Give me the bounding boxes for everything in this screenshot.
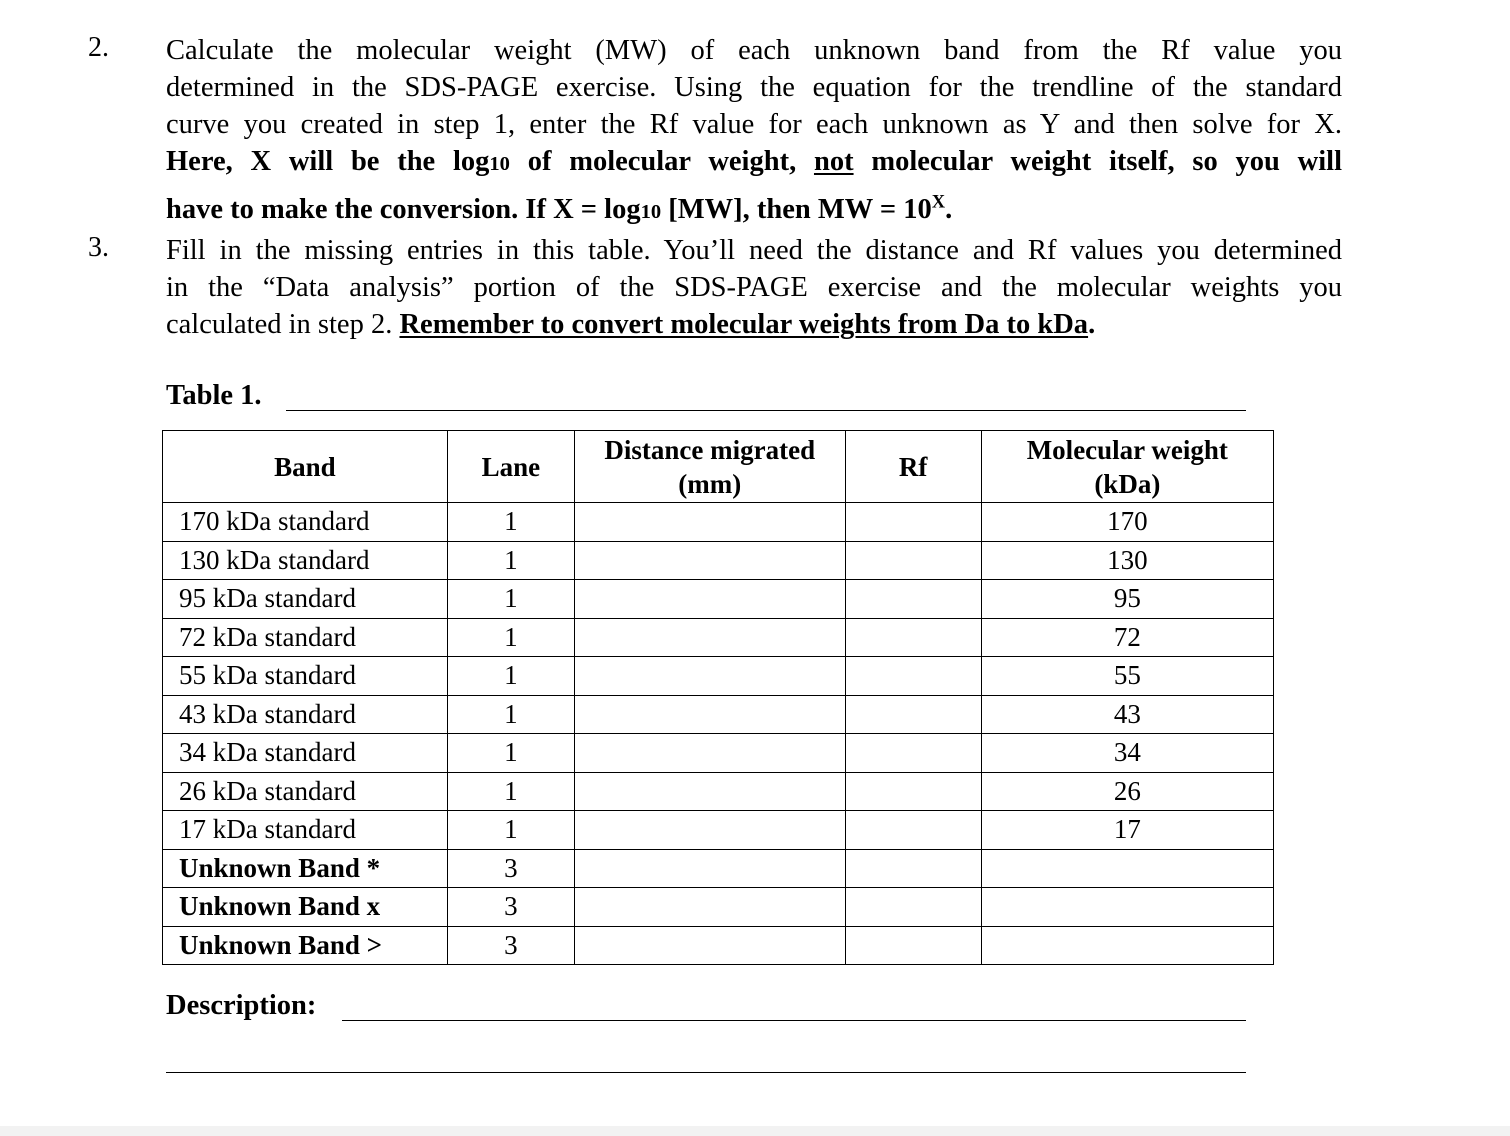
band-cell: 43 kDa standard [163, 695, 448, 734]
lane-cell: 1 [447, 811, 574, 850]
header-distance: Distance migrated (mm) [574, 431, 845, 503]
band-cell: 72 kDa standard [163, 618, 448, 657]
step-2-line-3: curve you created in step 1, enter the Rf value for each unknown as Y and then solve for X. [166, 109, 1342, 140]
step-2-line-5: have to make the conversion. If X = log10 [MW], then MW = $10^X$. [166, 191, 953, 225]
page-bottom-edge [0, 1126, 1510, 1136]
table-row [163, 580, 1274, 619]
band-cell: 95 kDa standard [163, 580, 448, 619]
molecular-weight-cell: 130 [981, 541, 1273, 580]
molecular-weight-cell[interactable] [981, 926, 1273, 965]
rf-cell[interactable] [845, 503, 981, 542]
table-row [163, 888, 1274, 927]
header-lane: Lane [447, 431, 574, 503]
rf-cell[interactable] [845, 580, 981, 619]
lane-cell: 3 [447, 888, 574, 927]
step-3-paragraph [166, 232, 1342, 343]
distance-cell[interactable] [574, 695, 845, 734]
molecular-weight-cell: 43 [981, 695, 1273, 734]
rf-cell[interactable] [845, 695, 981, 734]
distance-cell[interactable] [574, 503, 845, 542]
table-label: Table 1. [166, 380, 262, 411]
molecular-weight-cell: 95 [981, 580, 1273, 619]
molecular-weight-cell: 34 [981, 734, 1273, 773]
molecular-weight-cell: 170 [981, 503, 1273, 542]
molecular-weight-cell[interactable] [981, 849, 1273, 888]
molecular-weight-cell: 26 [981, 772, 1273, 811]
lane-cell: 1 [447, 734, 574, 773]
table-row [163, 811, 1274, 850]
rf-cell[interactable] [845, 618, 981, 657]
band-cell: 55 kDa standard [163, 657, 448, 696]
lane-cell: 3 [447, 849, 574, 888]
header-molecular-weight: Molecular weight (kDa) [981, 431, 1273, 503]
step-2-paragraph [166, 32, 1342, 231]
rf-cell[interactable] [845, 734, 981, 773]
distance-cell[interactable] [574, 734, 845, 773]
data-table [162, 430, 1274, 965]
table-row [163, 503, 1274, 542]
table-row [163, 541, 1274, 580]
band-cell: Unknown Band x [163, 888, 448, 927]
step-3-number: 3. [88, 232, 109, 263]
table-row [163, 695, 1274, 734]
rf-cell[interactable] [845, 888, 981, 927]
rf-cell[interactable] [845, 772, 981, 811]
distance-cell[interactable] [574, 888, 845, 927]
molecular-weight-cell: 17 [981, 811, 1273, 850]
distance-cell[interactable] [574, 657, 845, 696]
lane-cell: 3 [447, 926, 574, 965]
lane-cell: 1 [447, 618, 574, 657]
table-title-line[interactable] [286, 410, 1246, 411]
distance-cell[interactable] [574, 772, 845, 811]
step-2-line-1: Calculate the molecular weight (MW) of each unknown band from the Rf value you [166, 35, 1342, 66]
molecular-weight-cell: 72 [981, 618, 1273, 657]
band-cell: Unknown Band * [163, 849, 448, 888]
distance-cell[interactable] [574, 849, 845, 888]
header-band: Band [163, 431, 448, 503]
step-3-line-1: Fill in the missing entries in this table. You’ll need the distance and Rf values you determined [166, 235, 1342, 266]
band-cell: Unknown Band > [163, 926, 448, 965]
table-row [163, 657, 1274, 696]
band-cell: 130 kDa standard [163, 541, 448, 580]
rf-cell[interactable] [845, 541, 981, 580]
rf-cell[interactable] [845, 657, 981, 696]
rf-cell[interactable] [845, 811, 981, 850]
table-row [163, 734, 1274, 773]
lane-cell: 1 [447, 580, 574, 619]
band-cell: 170 kDa standard [163, 503, 448, 542]
table-row [163, 772, 1274, 811]
table-row [163, 926, 1274, 965]
rf-cell[interactable] [845, 849, 981, 888]
table-row [163, 849, 1274, 888]
distance-cell[interactable] [574, 618, 845, 657]
lane-cell: 1 [447, 503, 574, 542]
lane-cell: 1 [447, 695, 574, 734]
rf-cell[interactable] [845, 926, 981, 965]
distance-cell[interactable] [574, 541, 845, 580]
distance-cell[interactable] [574, 580, 845, 619]
description-line-2[interactable] [166, 1072, 1246, 1073]
molecular-weight-cell: 55 [981, 657, 1273, 696]
distance-cell[interactable] [574, 811, 845, 850]
table-row [163, 618, 1274, 657]
step-2-line-4: Here, X will be the log10 of molecular weight, not molecular weight itself, so you will [166, 146, 1342, 177]
band-cell: 34 kDa standard [163, 734, 448, 773]
step-2-line-2: determined in the SDS-PAGE exercise. Using the equation for the trendline of the standard [166, 72, 1342, 103]
step-3-line-2: in the “Data analysis” portion of the SDS-PAGE exercise and the molecular weights you [166, 272, 1342, 303]
description-line-1[interactable] [342, 1020, 1246, 1021]
step-2-number: 2. [88, 32, 109, 63]
lane-cell: 1 [447, 772, 574, 811]
header-rf: Rf [845, 431, 981, 503]
lane-cell: 1 [447, 541, 574, 580]
band-cell: 17 kDa standard [163, 811, 448, 850]
distance-cell[interactable] [574, 926, 845, 965]
molecular-weight-cell[interactable] [981, 888, 1273, 927]
lane-cell: 1 [447, 657, 574, 696]
band-cell: 26 kDa standard [163, 772, 448, 811]
step-3-line-3: calculated in step 2. Remember to convert molecular weights from Da to kDa. [166, 309, 1096, 340]
description-label: Description: [166, 990, 317, 1021]
table-header-row [163, 431, 1274, 503]
